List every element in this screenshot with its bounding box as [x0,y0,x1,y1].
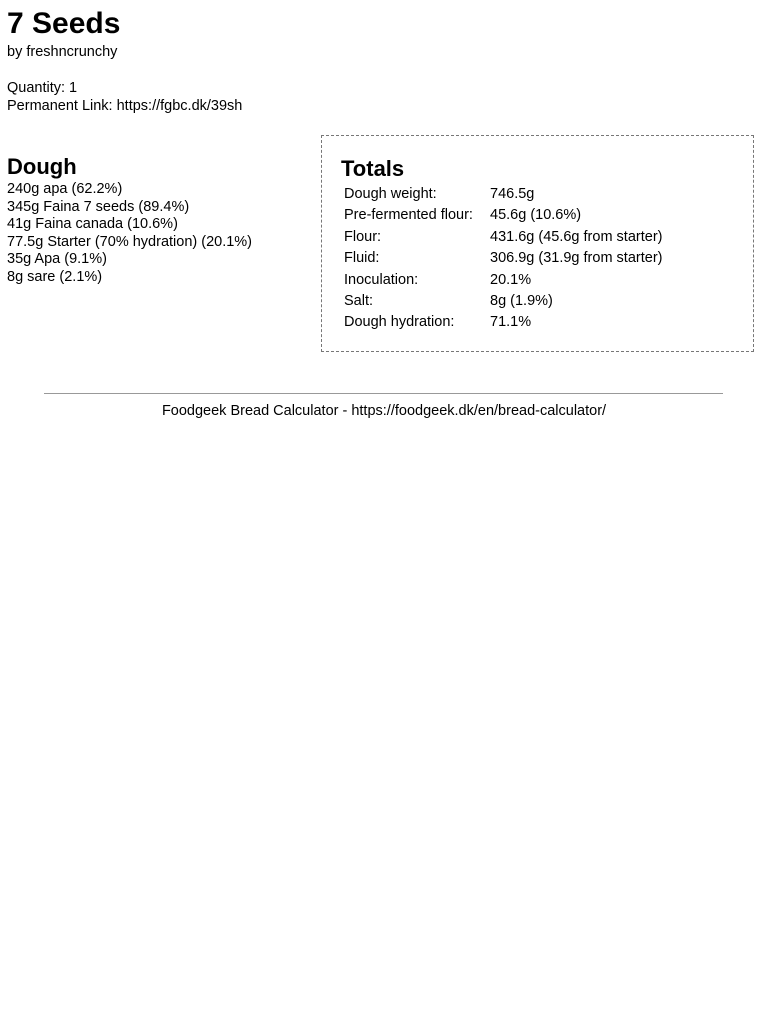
totals-value: 306.9g (31.9g from starter) [490,250,663,267]
dough-heading: Dough [7,154,77,179]
totals-value: 8g (1.9%) [490,293,553,310]
totals-label: Inoculation: [344,271,419,288]
dough-ingredient: 240g apa (62.2%) [7,181,123,197]
dough-ingredient: 35g Apa (9.1%) [7,251,107,268]
recipe-quantity: Quantity: 1 [7,80,78,96]
totals-row-dough-hydration [342,312,664,333]
dough-ingredient: 77.5g Starter (70% hydration) (20.1%) [7,233,253,250]
totals-heading: Totals [341,156,405,181]
footer-credit[interactable]: Foodgeek Bread Calculator - https://foodgeek.dk/en/bread-calculator/ [161,403,607,419]
totals-row-salt [342,291,664,312]
totals-value: 20.1% [490,271,532,288]
footer-divider [44,393,723,394]
totals-label: Salt: [344,293,374,310]
totals-row-fluid [342,248,664,269]
dough-ingredient: 8g sare (2.1%) [7,268,103,285]
recipe-title: 7 Seeds [7,7,121,40]
totals-label: Dough weight: [344,186,437,202]
dough-ingredient: 345g Faina 7 seeds (89.4%) [7,198,190,215]
recipe-author: by freshncrunchy [7,44,118,60]
totals-row-flour [342,227,664,248]
totals-label: Pre-fermented flour: [344,207,473,224]
totals-label: Fluid: [344,250,380,267]
totals-value: 431.6g (45.6g from starter) [490,228,663,245]
totals-label: Flour: [344,228,382,245]
totals-box [321,135,754,352]
totals-row-pre-fermented-flour [342,205,664,226]
totals-value: 45.6g (10.6%) [490,207,582,224]
totals-value: 71.1% [490,314,532,331]
totals-table [342,184,664,334]
totals-label: Dough hydration: [344,314,455,331]
dough-section [7,153,252,287]
totals-row-inoculation [342,270,664,291]
totals-value: 746.5g [490,186,535,202]
totals-row-dough-weight [342,184,664,205]
dough-ingredient: 41g Faina canada (10.6%) [7,216,178,233]
permanent-link[interactable]: Permanent Link: https://fgbc.dk/39sh [7,98,243,114]
